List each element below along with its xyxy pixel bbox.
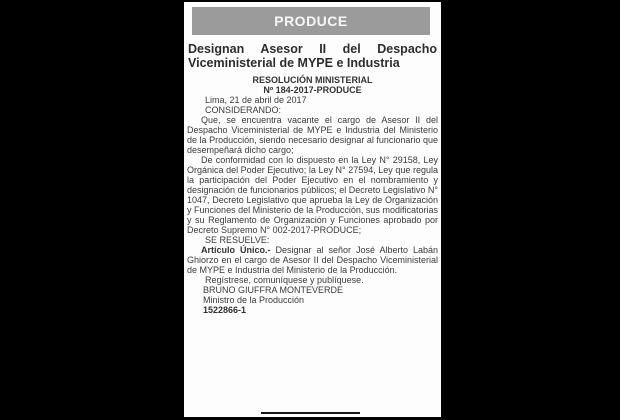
separator-rule — [261, 412, 360, 414]
document-title-line1: Designan Asesor II del Despacho — [188, 42, 437, 56]
signatory-name: BRUNO GIUFFRA MONTEVERDE — [203, 285, 344, 295]
masthead-label: PRODUCE — [274, 13, 348, 29]
gazette-page — [184, 2, 441, 417]
closing-formula: Regístrese, comuníquese y publíquese. — [205, 275, 364, 285]
considerando-paragraph-1: Que, se encuentra vacante el cargo de Asesor II del Despacho Viceministerial de MYPE e Industria del Ministerio de la Producción, siendo necesario designar al funcionario que desempeñará dicho cargo; — [187, 115, 438, 155]
se-resuelve-label: SE RESUELVE: — [205, 235, 270, 245]
considerando-label: CONSIDERANDO: — [205, 105, 282, 115]
publication-code: 1522866-1 — [203, 305, 247, 315]
signatory-title: Ministro de la Producción — [203, 295, 305, 305]
article-paragraph — [187, 245, 438, 275]
document-title — [188, 42, 437, 70]
article-text: Designar al señor José Alberto Labán Ghiorzo en el cargo de Asesor II del Despacho Viceministerial de MYPE e Industria del Ministerio de la Producción. — [187, 245, 438, 275]
resolution-heading — [184, 75, 441, 95]
considerando-paragraph-2: De conformidad con lo dispuesto en la Ley N° 29158, Ley Orgánica del Poder Ejecutivo; la Ley N° 27594, Ley que regula la participación del Poder Ejecutivo en el nombramiento y designación de funcionarios públicos; el Decreto Legislativo N° 1047, Decreto Legislativo que aprueba la Ley de Organización y Funciones del Ministerio de la Producción, sus modificatorias y su Reglamento de Organización y Funciones aprobado por Decreto Supremo N° 002-2017-PRODUCE; — [187, 155, 438, 235]
dateline: Lima, 21 de abril de 2017 — [205, 95, 307, 105]
document-title-line2: Viceministerial de MYPE e Industria — [188, 56, 400, 70]
resolution-heading-line2: Nº 184-2017-PRODUCE — [263, 85, 362, 95]
resolution-body — [187, 95, 438, 315]
masthead-bar — [192, 7, 430, 35]
resolution-heading-line1: RESOLUCIÓN MINISTERIAL — [252, 75, 373, 85]
article-label: Artículo Único.- — [201, 245, 271, 255]
